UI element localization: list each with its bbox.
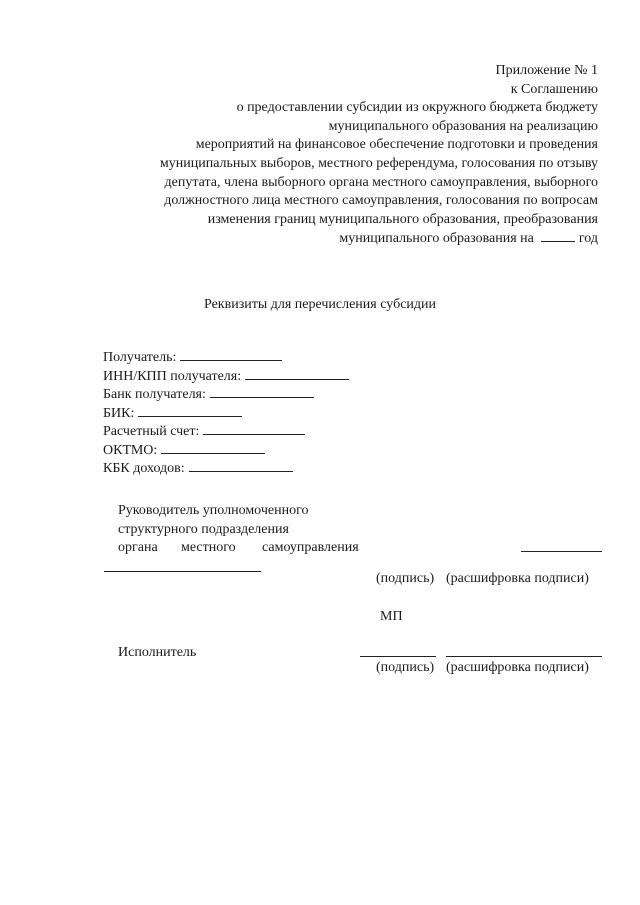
year-suffix: год (578, 231, 598, 247)
bik-label: БИК: (103, 405, 135, 421)
head-name-line (521, 551, 602, 552)
account-row (103, 422, 349, 441)
bik-row (103, 404, 349, 423)
appendix-line-3: о предоставлении субсидии из окружного бюджета бюджету (236, 100, 598, 116)
appendix-line-1: Приложение № 1 (495, 63, 598, 78)
appendix-line-7: депутата, члена выборного органа местного самоуправления, выборного (164, 174, 598, 190)
head-title-line-2: структурного подразделения (118, 522, 289, 537)
recipient-row (103, 348, 349, 367)
document-title: Реквизиты для перечисления субсидии (203, 297, 437, 312)
executor-signature-line (360, 656, 436, 657)
appendix-line-2: к Соглашению (510, 81, 598, 97)
kbk-row (103, 459, 349, 478)
bank-label: Банк получателя: (103, 387, 206, 402)
bank-row (103, 385, 349, 404)
kbk-label: КБК доходов: (103, 461, 185, 476)
appendix-line-5: мероприятий на финансовое обеспечение подготовки и проведения (195, 137, 598, 153)
account-blank (203, 422, 305, 435)
executor-decode-caption: (расшифровка подписи) (446, 660, 589, 675)
appendix-header (78, 62, 598, 249)
executor-sign-caption: (подпись) (376, 660, 435, 675)
inn-kpp-row (103, 367, 349, 386)
appendix-line-4: муниципального образования на реализацию (328, 118, 598, 134)
appendix-line-6: муниципальных выборов, местного референдума, голосования по отзыву (159, 155, 598, 171)
executor-name-line (446, 656, 602, 657)
head-decode-caption: (расшифровка подписи) (446, 571, 589, 586)
head-title-line-1: Руководитель уполномоченного (118, 503, 309, 518)
executor-label: Исполнитель (118, 645, 197, 660)
head-sign-caption: (подпись) (376, 571, 435, 586)
stamp-place: МП (380, 609, 403, 624)
head-title-line-3-word-2: местного (181, 540, 236, 555)
year-blank (541, 229, 575, 242)
oktmo-blank (161, 441, 265, 454)
recipient-label: Получатель: (103, 350, 177, 365)
inn-kpp-blank (245, 367, 349, 380)
head-signature-line (104, 571, 261, 572)
account-label: Расчетный счет: (103, 424, 200, 439)
appendix-line-8: должностного лица местного самоуправления, голосования по вопросам (164, 193, 598, 209)
recipient-blank (180, 348, 282, 361)
head-title-line-3-word-3: самоуправления (262, 540, 359, 555)
inn-kpp-label: ИНН/КПП получателя: (103, 368, 242, 384)
appendix-line-10 (78, 229, 598, 249)
kbk-blank (189, 459, 293, 472)
oktmo-label: ОКТМО: (103, 442, 158, 458)
appendix-line-9: изменения границ муниципального образования, преобразования (207, 211, 598, 227)
bik-blank (138, 404, 242, 417)
head-title-line-3-word-1: органа (118, 540, 158, 555)
requisites-block (103, 348, 349, 478)
bank-blank (210, 385, 314, 398)
year-prefix: муниципального образования на (339, 231, 534, 247)
oktmo-row (103, 441, 349, 460)
